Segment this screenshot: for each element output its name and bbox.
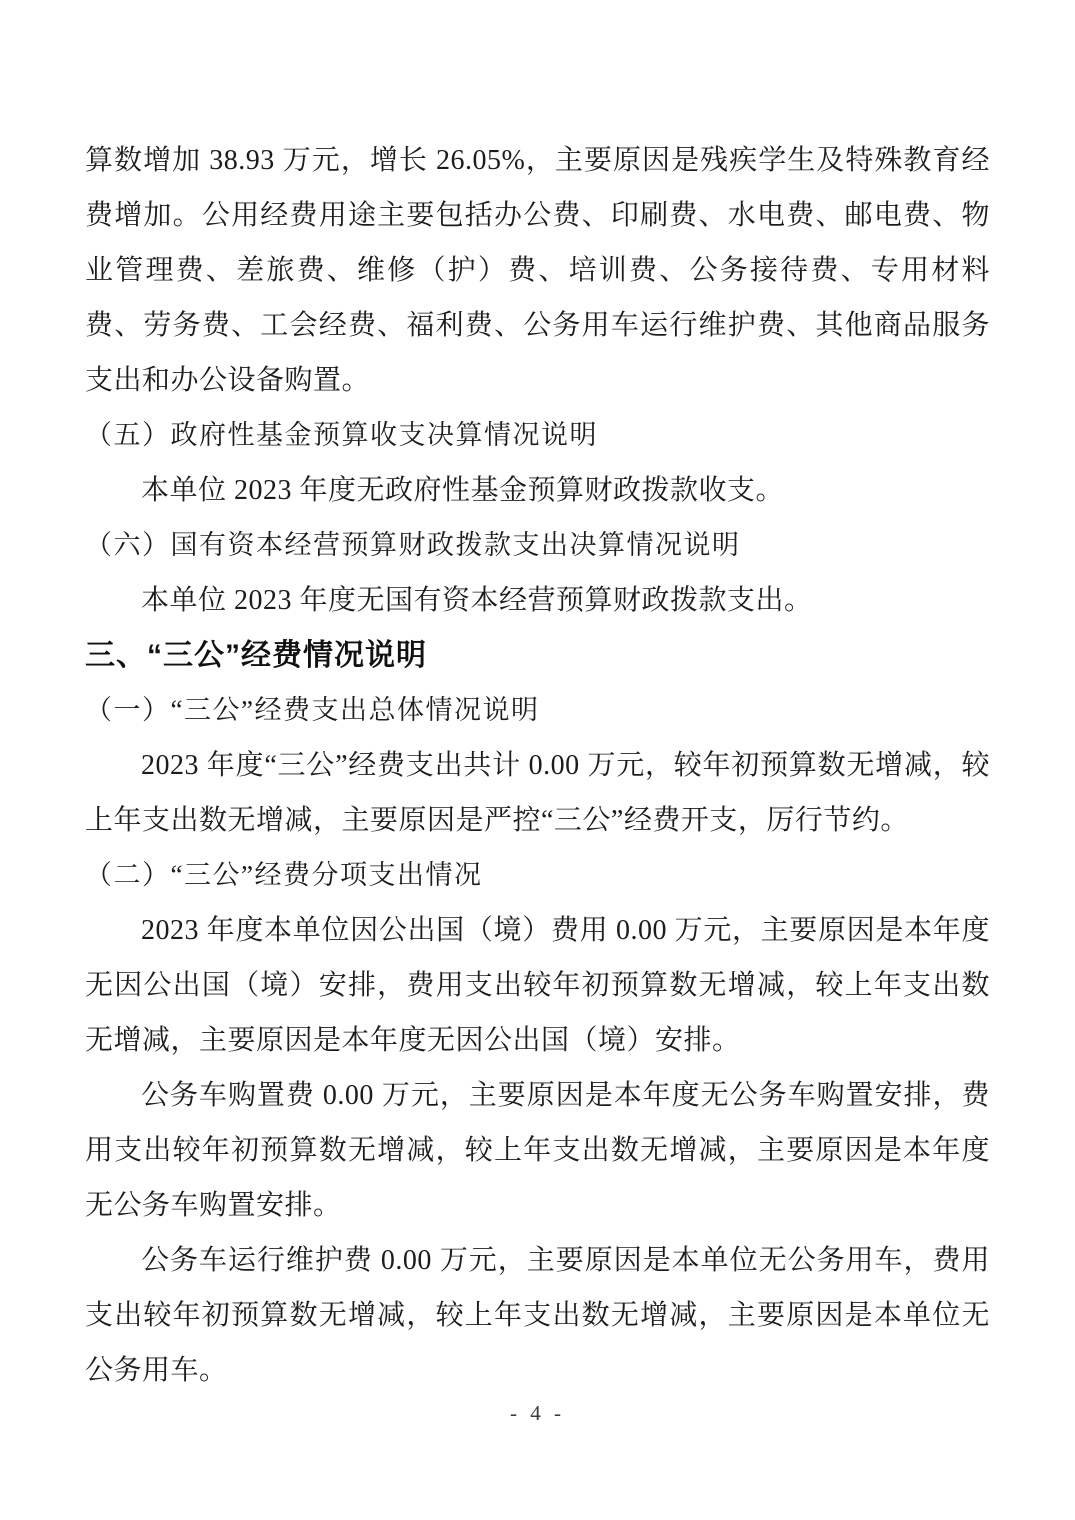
heading-section-6-state-capital-budget: （六）国有资本经营预算财政拨款支出决算情况说明 [85, 530, 741, 560]
heading-section-1-overall-expense: （一）“三公”经费支出总体情况说明 [85, 695, 540, 725]
paragraph-public-funds-increase-continuation: 算数增加 38.93 万元，增长 26.05%，主要原因是残疾学生及特殊教育经费增加。公用经费用途主要包括办公费、印刷费、水电费、邮电费、物业管理费、差旅费、维修（护）费、培训费、公务接待费、专用材料费、劳务费、工会经费、福利费、公务用车运行维护费、其他商品服务支出和办公设备购置。 [85, 145, 990, 396]
page-number: - 4 - [510, 1401, 565, 1425]
paragraph-official-vehicle-purchase-expense: 公务车购置费 0.00 万元，主要原因是本年度无公务车购置安排，费用支出较年初预算数无增减，较上年支出数无增减，主要原因是本年度无公务车购置安排。 [85, 1080, 990, 1221]
heading-section-2-itemized-expense: （二）“三公”经费分项支出情况 [85, 860, 483, 890]
paragraph-no-government-fund-budget: 本单位 2023 年度无政府性基金预算财政拨款收支。 [141, 475, 785, 506]
paragraph-overall-expense-total: 2023 年度“三公”经费支出共计 0.00 万元，较年初预算数无增减，较上年支出数无增减，主要原因是严控“三公”经费开支，厉行节约。 [85, 750, 990, 836]
document-body [85, 133, 990, 1398]
paragraph-overseas-travel-expense: 2023 年度本单位因公出国（境）费用 0.00 万元，主要原因是本年度无因公出国（境）安排，费用支出较年初预算数无增减，较上年支出数无增减，主要原因是本年度无因公出国（境）安排。 [85, 915, 990, 1056]
paragraph-no-state-capital-budget: 本单位 2023 年度无国有资本经营预算财政拨款支出。 [141, 585, 813, 616]
heading-section-5-government-fund-budget: （五）政府性基金预算收支决算情况说明 [85, 420, 598, 450]
paragraph-official-vehicle-maintenance-expense: 公务车运行维护费 0.00 万元，主要原因是本单位无公务用车，费用支出较年初预算数无增减，较上年支出数无增减，主要原因是本单位无公务用车。 [85, 1245, 990, 1386]
heading-chapter-3-three-public-expenses: 三、“三公”经费情况说明 [85, 639, 427, 672]
